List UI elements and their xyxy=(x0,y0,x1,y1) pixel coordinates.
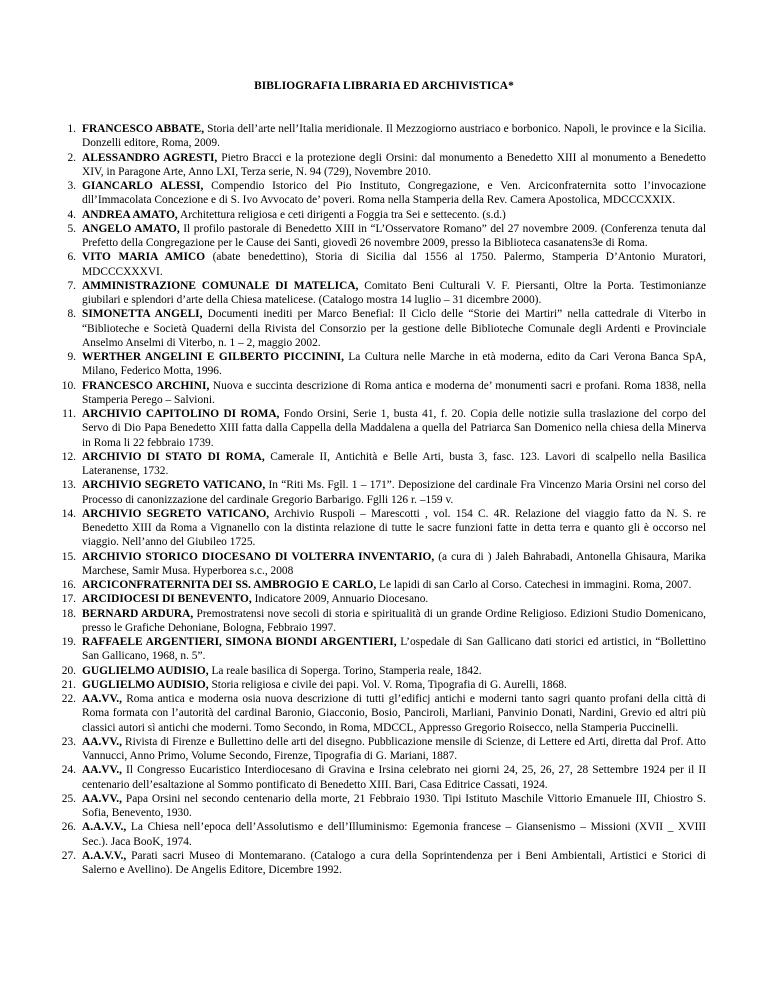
entry-author: ARCHIVIO DI STATO DI ROMA, xyxy=(82,450,265,463)
entry-number: 17. xyxy=(61,593,76,606)
entry-number: 23. xyxy=(61,735,76,748)
bibliography-entry xyxy=(61,578,706,592)
entry-author: FRANCESCO ARCHINI, xyxy=(82,379,210,392)
bibliography-entry xyxy=(61,678,706,692)
entry-number: 3. xyxy=(67,180,76,192)
bibliography-entry xyxy=(61,735,706,764)
bibliography-entry xyxy=(61,792,706,821)
bibliography-entry xyxy=(61,592,706,606)
entry-text: In “Riti Ms. Fgll. 1 – 171”. Deposizione del cardinale Fra Vincenzo Maria Orsini nel corso del Processo di canonizzazione del cardinale Gregorio Barbarigo. Fglli 126 r. –159 v. xyxy=(82,479,706,506)
entry-author: VITO MARIA AMICO xyxy=(82,251,206,264)
entry-author: ARCHIVIO STORICO DIOCESANO DI VOLTERRA INVENTARIO, xyxy=(82,550,435,563)
entry-text: Storia dell’arte nell’Italia meridionale. Il Mezzogiorno austriaco e borbonico. Napoli, le province e la Sicilia. Donzelli editore, Roma, 2009. xyxy=(82,123,706,150)
bibliography-entry xyxy=(62,407,706,450)
entry-author: ARCIDIOCESI DI BENEVENTO, xyxy=(82,593,252,606)
entry-number: 9. xyxy=(67,351,76,363)
entry-number: 2. xyxy=(67,151,76,164)
entry-author: AA.VV., xyxy=(82,764,122,777)
entry-author: WERTHER ANGELINI E GILBERTO PICCININI, xyxy=(82,351,344,363)
bibliography-entry xyxy=(61,550,706,579)
entry-text: Architettura religiosa e ceti dirigenti a Foggia tra Sei e settecento. (s.d.) xyxy=(177,208,506,221)
entry-number: 8. xyxy=(67,308,76,321)
entry-author: ARCHIVIO SEGRETO VATICANO, xyxy=(82,479,266,492)
entry-author: SIMONETTA ANGELI, xyxy=(82,308,203,321)
entry-author: A.A.V.V., xyxy=(82,849,127,862)
bibliography-entry xyxy=(67,307,707,350)
entry-number: 4. xyxy=(67,208,76,221)
bibliography-entry xyxy=(61,507,706,550)
entry-number: 7. xyxy=(67,279,76,292)
entry-number: 10. xyxy=(61,379,76,392)
entry-text: Camerale II, Antichità e Belle Arti, busta 3, fasc. 123. Lavori di scalpello nella Basilica Lateranense, 1732. xyxy=(82,450,706,477)
bibliography-entry xyxy=(67,208,706,222)
entry-number: 19. xyxy=(61,636,76,648)
bibliography-entry xyxy=(61,478,706,507)
entry-text: Il Congresso Eucaristico Interdiocesano di Gravina e Irsina celebrato nei giorni 24, 25, 26, 27, 28 Settembre 1924 per il II centenario dell’esaltazione al Sommo pontificato di Benedetto XIII. Bari, Casa Editrice Cassati, 1924. xyxy=(82,764,706,791)
entry-text: Documenti inediti per Marco Benefial: Il Ciclo delle “Storie dei Martiri” nella cattedrale di Viterbo in “Biblioteche e Società Quaderni della Rivista del Consorzio per la gestione delle Biblioteche Comunale degli Ardenti e Provinciale Anselmo Anselmi di Viterbo, n. 1 – 2, maggio 2002. xyxy=(82,308,707,349)
bibliography-entry xyxy=(67,179,706,208)
entry-author: GUGLIELMO AUDISIO, xyxy=(82,678,209,691)
entry-text: Rivista di Firenze e Bullettino delle arti del disegno. Pubblicazione mensile di Scienze, di Lettere ed Arti, diretta dal Prof. Atto Vannucci, Anno Primo, Volume Secondo, Firenze, Tipografia di G. Mariani, 1887. xyxy=(82,735,706,762)
entry-text: L’ospedale di San Gallicano dati storici ed artistici, in “Bollettino San Gallicano, 1968, n. 5”. xyxy=(82,636,706,663)
entry-author: ARCICONFRATERNITA DEI SS. AMBROGIO E CARLO, xyxy=(82,579,377,591)
entry-number: 20. xyxy=(61,664,76,677)
entry-author: ARCHIVIO CAPITOLINO DI ROMA, xyxy=(82,408,280,420)
entry-number: 26. xyxy=(61,821,76,834)
entry-text: Storia religiosa e civile dei papi. Vol. V. Roma, Tipografia di G. Aurelli, 1868. xyxy=(208,678,567,691)
entry-number: 27. xyxy=(61,849,76,862)
entry-author: AA.VV., xyxy=(82,735,122,748)
bibliography-entry xyxy=(61,635,706,664)
bibliography-entry xyxy=(67,122,706,151)
entry-text: Parati sacri Museo di Montemarano. (Catalogo a cura della Soprintendenza per i Beni Ambientali, Artistici e Storici di Salerno e Avellino). De Angelis Editore, Dicembre 1992. xyxy=(82,849,706,876)
entry-number: 22. xyxy=(61,693,76,705)
bibliography-entry xyxy=(61,607,706,636)
entry-author: FRANCESCO ABBATE, xyxy=(82,123,205,135)
entry-text: La reale basilica di Soperga. Torino, Stamperia reale, 1842. xyxy=(208,664,482,677)
entry-number: 25. xyxy=(61,792,76,805)
entry-text: Nuova e succinta descrizione di Roma antica e moderna de’ monumenti sacri e profani. Roma 1838, nella Stamperia Perego – Salvioni. xyxy=(82,379,707,406)
entry-number: 18. xyxy=(61,607,76,620)
entry-text: La Cultura nelle Marche in età moderna, edito da Cari Verona Banca SpA, Milano, Federico Motta, 1996. xyxy=(82,351,706,378)
entry-number: 21. xyxy=(61,678,76,691)
bibliography-entry xyxy=(61,664,706,678)
entry-author: ANDREA AMATO, xyxy=(82,208,178,221)
bibliography-list xyxy=(61,122,707,877)
entry-text: (a cura di ) Jaleh Bahrabadi, Antonella Ghisaura, Marika Marchese, Samir Musa. Hyperborea s.c., 2008 xyxy=(82,550,706,577)
entry-author: RAFFAELE ARGENTIERI, SIMONA BIONDI ARGENTIERI, xyxy=(82,636,397,648)
entry-number: 6. xyxy=(67,251,76,264)
entry-text: Papa Orsini nel secondo centenario della morte, 21 Febbraio 1930. Tipi Istituto Maschile Vittorio Emanuele III, Chiostro S. Sofia, Benevento, 1930. xyxy=(82,792,706,819)
bibliography-entry xyxy=(61,820,706,849)
entry-text: Archivio Ruspoli – Marescotti , vol. 154 C. 4R. Relazione del viaggio fatto da N. S. re Benedetto XIII da Roma a Vignanello con la distinta relazione di tutte le sacre funzioni fatte in detta terra e quanto gli è occorso nel viaggio. Nell’anno del Giubileo 1725. xyxy=(82,507,706,549)
entry-text: Fondo Orsini, Serie 1, busta 41, f. 20. Copia delle notizie sulla traslazione del corpo del Servo di Dio Papa Benedetto XIII fatta dalla Cappella della Maddalena a quella del Patriarca San Domenico nella chiesa della Minerva in Roma li 22 febbraio 1739. xyxy=(82,408,706,449)
bibliography-entry xyxy=(61,692,706,735)
entry-text: Le lapidi di san Carlo al Corso. Catechesi in immagini. Roma, 2007. xyxy=(376,579,692,591)
entry-number: 13. xyxy=(61,479,76,492)
bibliography-entry xyxy=(61,763,706,792)
entry-author: BERNARD ARDURA, xyxy=(82,607,194,620)
entry-text: Il profilo pastorale di Benedetto XIII in “L’Osservatore Romano” del 27 novembre 2009. (Conferenza tenuta dal Prefetto della Congregazione per le Cause dei Santi, giovedì 26 novembre 2009, presso la Biblioteca casanatens3e di Roma. xyxy=(82,222,706,249)
bibliography-entry xyxy=(61,849,706,878)
bibliography-entry xyxy=(67,151,706,180)
entry-number: 11. xyxy=(62,408,76,420)
entry-text: Premostratensi nove secoli di storia e spiritualità di un grande Ordine Religioso. Edizioni Studio Domenicano, presso le Grafiche Dehoniane, Bologna, Febbraio 1997. xyxy=(82,607,706,634)
entry-author: GIANCARLO ALESSI, xyxy=(82,180,204,192)
entry-author: GUGLIELMO AUDISIO, xyxy=(82,664,209,677)
entry-number: 5. xyxy=(67,222,76,235)
entry-text: (abate benedettino), Storia di Sicilia dal 1556 al 1750. Palermo, Stamperia D’Antonio Muratori, MDCCCXXXVI. xyxy=(82,251,706,278)
entry-text: Comitato Beni Culturali V. F. Piersanti, Oltre la Porta. Testimonianze giubilari e splendori d’arte della Chiesa matelicese. (Catalogo mostra 14 luglio – 31 dicembre 2000). xyxy=(82,279,706,306)
entry-text: La Chiesa nell’epoca dell’Assolutismo e dell’Illuminismo: Egemonia francese – Giansenismo – Missioni (XVII _ XVIII Sec.). Jaca BooK, 1974. xyxy=(82,821,706,848)
bibliography-entry xyxy=(67,250,706,279)
entry-text: Roma antica e moderna osia nuova descrizione di tutti gl’edificj antichi e moderni tanto sagri quanto profani della città di Roma formata con l’autorità del cardinal Baronio, Giacconio, Bosio, Panciroli, Marliani, Panvinio Donati, Nardini, Grevio ed altri più classici autori sì antichi che moderni. Tomo Secondo, in Roma, MDCCL, Appresso Gregorio Roisecco, nella Stamperia Puccinelli. xyxy=(82,693,706,734)
bibliography-entry xyxy=(67,279,706,308)
entry-author: AMMINISTRAZIONE COMUNALE DI MATELICA, xyxy=(82,279,359,292)
entry-author: AA.VV., xyxy=(82,792,122,805)
entry-author: AA.VV., xyxy=(82,693,122,705)
bibliography-entry xyxy=(67,222,706,251)
entry-author: ARCHIVIO SEGRETO VATICANO, xyxy=(82,507,270,520)
bibliography-entry xyxy=(67,350,706,379)
entry-number: 1. xyxy=(67,123,76,135)
entry-text: Indicatore 2009, Annuario Diocesano. xyxy=(251,593,429,606)
entry-number: 16. xyxy=(61,579,76,591)
entry-number: 12. xyxy=(61,450,76,463)
entry-text: Compendio Istorico del Pio Instituto, Congregazione, e Ven. Arciconfraternita sotto l’invocazione dll’Immacolata Concezione e di S. Ivo Avvocato de’ poveri. Roma nella Stamperia della Rev. Camera Apostolica, MDCCCXXIX. xyxy=(82,180,706,207)
document-title: BIBLIOGRAFIA LIBRARIA ED ARCHIVISTICA* xyxy=(254,80,514,92)
entry-author: ALESSANDRO AGRESTI, xyxy=(82,151,218,164)
entry-number: 14. xyxy=(61,507,76,520)
entry-author: ANGELO AMATO, xyxy=(82,222,180,235)
entry-text: Pietro Bracci e la protezione degli Orsini: dal monumento a Benedetto XIII al monumento a Benedetto XIV, in Paragone Arte, Anno LXI, Terza serie, N. 94 (729), Novembre 2010. xyxy=(82,151,706,178)
entry-number: 15. xyxy=(61,550,76,563)
entry-author: A.A.V.V., xyxy=(82,821,127,834)
bibliography-entry xyxy=(61,379,707,408)
entry-number: 24. xyxy=(61,764,76,777)
bibliography-entry xyxy=(61,450,706,479)
